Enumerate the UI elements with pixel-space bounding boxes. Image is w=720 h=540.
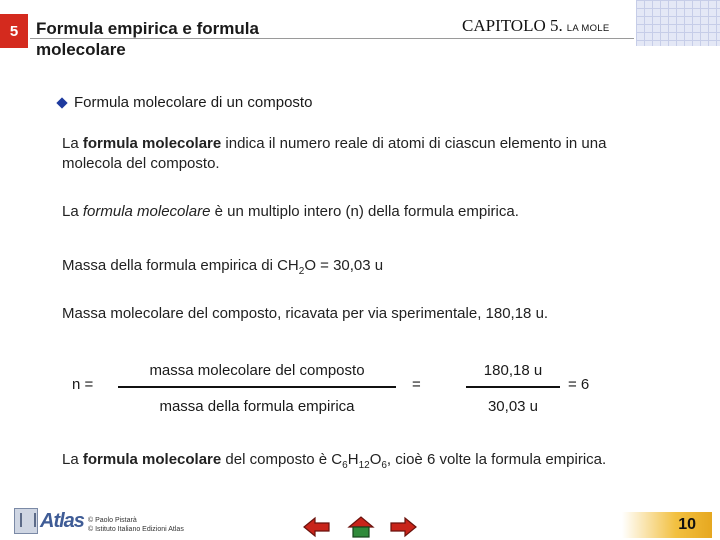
next-arrow-icon[interactable] (388, 515, 418, 539)
fraction2-numerator: 180,18 u (483, 362, 543, 379)
empirical-mass-paragraph (62, 256, 383, 282)
fraction1-bar (118, 386, 396, 388)
atlas-logo (14, 508, 84, 534)
chapter-label-subtitle: LA MOLE (566, 23, 610, 34)
p5-sub-o: 6 (381, 460, 387, 471)
p2-after: è un multiplo intero (n) della formula empirica. (210, 203, 519, 220)
atlas-logo-mark (14, 508, 38, 534)
p5-h: H (347, 451, 359, 468)
p5-o: O (369, 451, 382, 468)
molecular-mass-paragraph: Massa molecolare del composto, ricavata per via sperimentale, 180,18 u. (62, 305, 549, 322)
p3-before: Massa della formula empirica di CH (62, 257, 299, 274)
p1-before: La (62, 135, 83, 152)
definition-paragraph (62, 134, 662, 174)
fraction1-numerator: massa molecolare del composto (149, 362, 365, 379)
p5-sub-c: 6 (342, 460, 348, 471)
p3-after: O = 30,03 u (304, 257, 384, 274)
p3-subscript: 2 (298, 266, 305, 277)
p2-before: La (62, 203, 83, 220)
equation-result: = 6 (568, 376, 590, 393)
p1-after: indica il numero reale di atomi di ciascun elemento in una molecola del composto. (62, 135, 607, 172)
previous-arrow-icon[interactable] (302, 515, 332, 539)
chapter-label (462, 16, 610, 36)
page-title: Formula empirica e formula molecolare (36, 19, 259, 59)
section-heading (56, 94, 312, 111)
equals-sign: = (412, 376, 421, 393)
p5-bold: formula molecolare (82, 451, 222, 468)
home-icon[interactable] (346, 515, 376, 539)
credits (88, 516, 184, 534)
p5-middle: del composto è C (221, 451, 343, 468)
atlas-logo-text: Atlas (40, 509, 84, 532)
diamond-bullet-icon (56, 97, 67, 108)
conclusion-paragraph (62, 450, 606, 476)
p5-sub-h: 12 (358, 460, 370, 471)
p2-italic: formula molecolare (82, 203, 211, 220)
fraction1-denominator: massa della formula empirica (159, 398, 355, 415)
chapter-number-badge: 5 (0, 14, 28, 48)
p1-bold: formula molecolare (82, 135, 222, 152)
header-divider (30, 38, 634, 39)
credit-publisher: © Istituto Italiano Edizioni Atlas (88, 526, 184, 533)
decorative-grid (636, 0, 720, 46)
p5-after: , cioè 6 volte la formula empirica. (386, 451, 607, 468)
fraction2-bar (466, 386, 560, 388)
page-number: 10 (622, 512, 712, 538)
credit-author: © Paolo Pistarà (88, 517, 137, 524)
multiple-paragraph (62, 202, 519, 222)
section-heading-text: Formula molecolare di un composto (74, 94, 313, 111)
fraction2-denominator: 30,03 u (487, 398, 539, 415)
equation-lhs: n = (72, 376, 94, 393)
chapter-label-main: CAPITOLO 5. (462, 16, 563, 35)
p5-before: La (62, 451, 83, 468)
